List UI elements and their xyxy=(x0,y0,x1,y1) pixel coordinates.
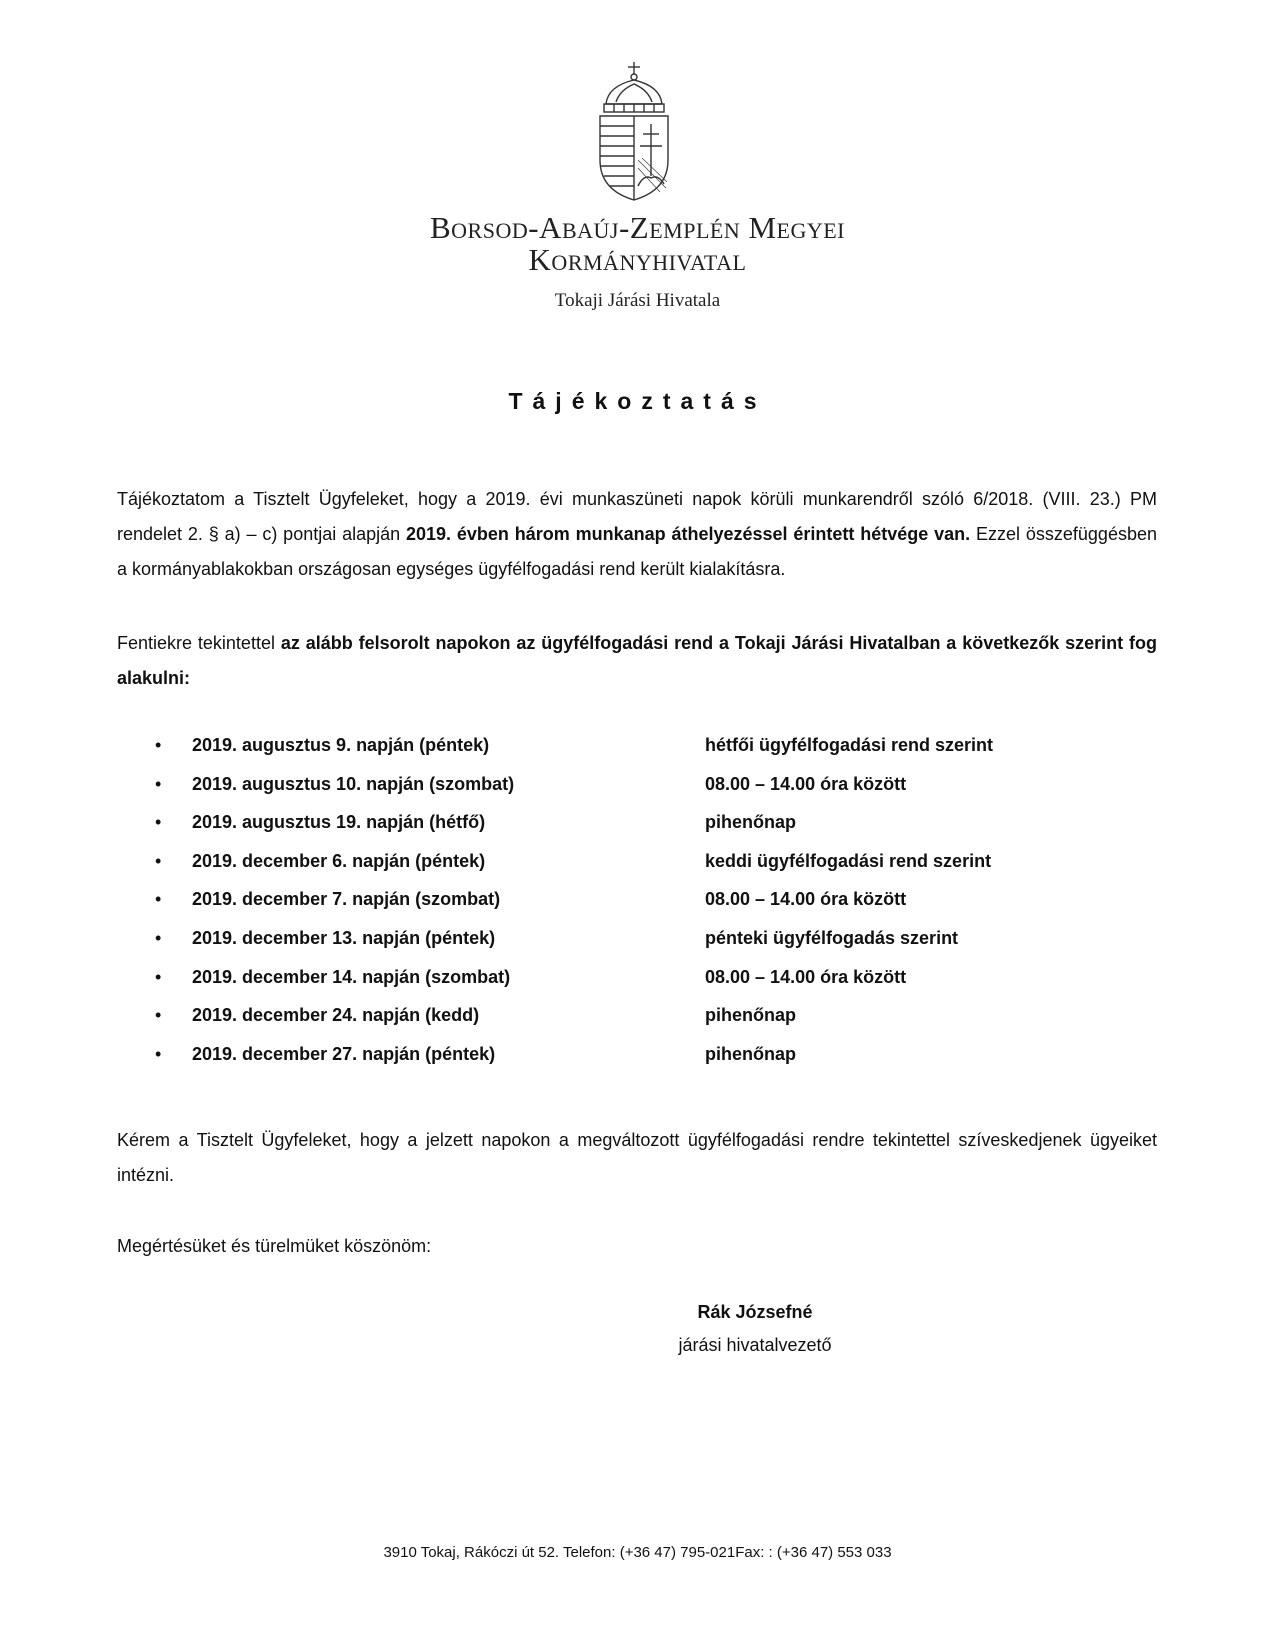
schedule-date: 2019. augusztus 9. napján (péntek) xyxy=(192,735,490,755)
coat-of-arms-logo xyxy=(594,60,674,202)
schedule-date: 2019. december 14. napján (szombat) xyxy=(192,966,511,987)
request-paragraph: Kérem a Tisztelt Ügyfeleket, hogy a jelzett napokon a megváltozott ügyfélfogadási rendre tekintettel szíveskedjenek ügyeiket intézni. xyxy=(117,1130,1157,1185)
bullet: • xyxy=(155,773,162,794)
signer-role: járási hivatalvezető xyxy=(678,1335,832,1355)
bullet: • xyxy=(155,1005,162,1026)
list-item xyxy=(0,1044,1275,1083)
list-item xyxy=(0,774,1275,813)
intro-paragraph xyxy=(117,482,1157,587)
schedule-date: 2019. december 13. napján (péntek) xyxy=(192,927,496,948)
bullet: • xyxy=(155,1043,162,1064)
schedule-note: 08.00 – 14.00 óra között xyxy=(705,966,907,987)
schedule-note: 08.00 – 14.00 óra között xyxy=(705,773,907,794)
list-item xyxy=(0,851,1275,890)
schedule-note: pihenőnap xyxy=(705,1043,796,1064)
list-item xyxy=(0,1005,1275,1044)
thanks-paragraph: Megértésüket és türelmüket köszönöm: xyxy=(117,1236,432,1256)
intro-text-bold: 2019. évben három munkanap áthelyezéssel érintett hétvége van. xyxy=(405,524,971,544)
bullet: • xyxy=(155,889,162,910)
schedule-note: hétfői ügyfélfogadási rend szerint xyxy=(705,735,994,755)
schedule-date: 2019. december 27. napján (péntek) xyxy=(192,1043,496,1064)
bullet: • xyxy=(155,812,162,833)
bullet: • xyxy=(155,735,162,755)
bullet: • xyxy=(155,927,162,948)
schedule-note: pihenőnap xyxy=(705,812,796,833)
schedule-note: 08.00 – 14.00 óra között xyxy=(705,889,907,910)
schedule-date: 2019. december 7. napján (szombat) xyxy=(192,889,501,910)
footer-contact: 3910 Tokaj, Rákóczi út 52. Telefon: (+36 47) 795-021Fax: : (+36 47) 553 033 xyxy=(383,1544,892,1561)
schedule-intro-paragraph xyxy=(117,626,1157,696)
intro-text-a: Tájékoztatom a Tisztelt Ügyfeleket, hogy a 2019. évi munkaszüneti napok körüli munkarendről szóló 6/2018. (VIII. 23.) PM rendelet 2. § a) – c) pontjai alapján xyxy=(117,489,1157,544)
list-item xyxy=(0,889,1275,928)
bullet: • xyxy=(155,966,162,987)
schedule-intro-text: Fentiekre tekintettel xyxy=(117,633,281,653)
schedule-note: pénteki ügyfélfogadás szerint xyxy=(705,927,959,948)
schedule-note: keddi ügyfélfogadási rend szerint xyxy=(705,850,992,871)
document-title: Tájékoztatás xyxy=(508,388,767,414)
schedule-intro-bold: az alább felsorolt napokon az ügyfélfogadási rend a Tokaji Járási Hivatalban a következők szerint fog alakulni: xyxy=(117,633,1157,688)
schedule-note: pihenőnap xyxy=(705,1005,796,1026)
schedule-list xyxy=(0,735,1275,1082)
intro-text-b: Ezzel összefüggésben a kormányablakokban országosan egységes ügyfélfogadási rend került kialakításra. xyxy=(117,524,1157,579)
schedule-date: 2019. december 24. napján (kedd) xyxy=(192,1005,480,1026)
list-item xyxy=(0,735,1275,774)
office-name: Tokaji Járási Hivatala xyxy=(554,290,721,311)
organization-name-line1: Borsod-Abaúj-Zemplén Megyei xyxy=(429,210,846,245)
signer-name: Rák Józsefné xyxy=(697,1302,813,1322)
list-item xyxy=(0,967,1275,1006)
bullet: • xyxy=(155,850,162,871)
schedule-date: 2019. augusztus 10. napján (szombat) xyxy=(192,773,515,794)
list-item xyxy=(0,812,1275,851)
organization-name-line2: Kormányhivatal xyxy=(528,242,747,277)
schedule-date: 2019. augusztus 19. napján (hétfő) xyxy=(192,812,486,833)
signature-block xyxy=(620,1296,890,1362)
list-item xyxy=(0,928,1275,967)
schedule-date: 2019. december 6. napján (péntek) xyxy=(192,850,486,871)
